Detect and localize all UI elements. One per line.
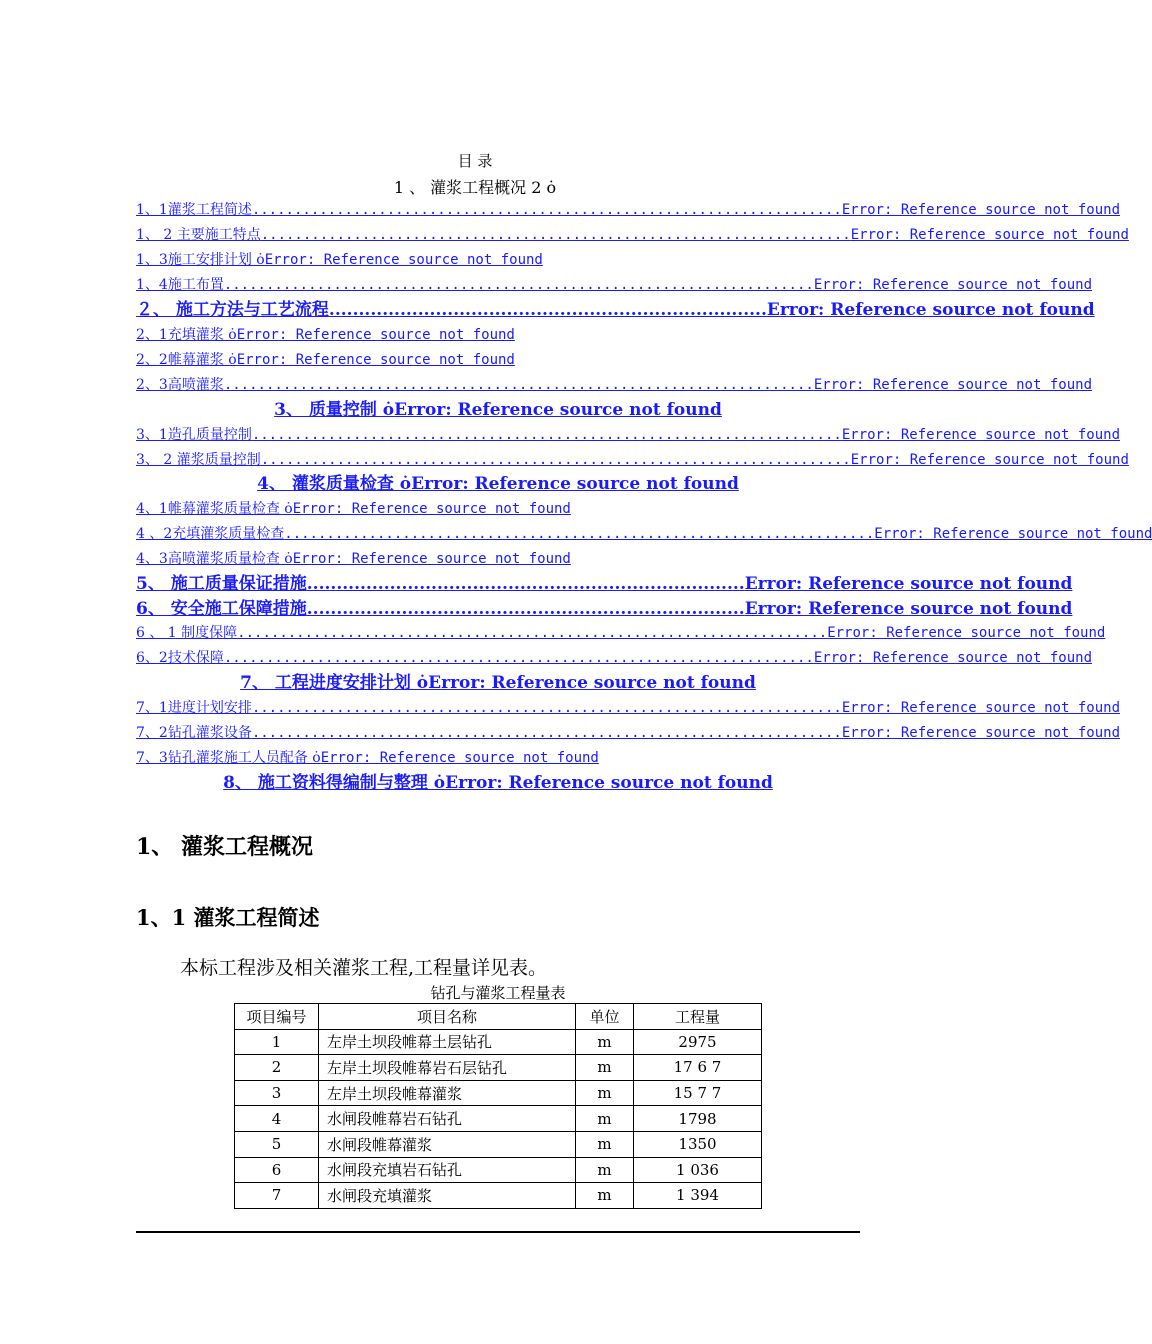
table-header-row: [235, 1004, 762, 1030]
table-cell: m: [576, 1157, 634, 1183]
table-cell: 水闸段帷幕岩石钻孔: [319, 1106, 576, 1132]
table-cell: 水闸段充填岩石钻孔: [319, 1157, 576, 1183]
toc-item-1-1[interactable]: 1、1灌浆工程简述 ...................................................................... Error: Reference source not found: [136, 202, 1120, 218]
table-cell: 1798: [634, 1106, 762, 1132]
table-cell: m: [576, 1183, 634, 1209]
table-cell: 2975: [634, 1029, 762, 1055]
column-header: 工程量: [634, 1004, 762, 1030]
section-heading: 1、 灌浆工程概况: [136, 834, 313, 860]
table-cell: 5: [235, 1131, 319, 1157]
table-cell: 1350: [634, 1131, 762, 1157]
table-cell: 1: [235, 1029, 319, 1055]
toc-item-7-3[interactable]: 7、3钻孔灌浆施工人员配备 ȯError: Reference source not found: [136, 750, 599, 766]
toc-item-4-3[interactable]: 4、3高喷灌浆质量检查 ȯError: Reference source not found: [136, 551, 571, 567]
toc-item-4[interactable]: 4、 灌浆质量检查 ȯError: Reference source not found: [257, 474, 739, 494]
table-cell: 水闸段充填灌浆: [319, 1183, 576, 1209]
table-row: [235, 1106, 762, 1132]
table-row: [235, 1157, 762, 1183]
toc-heading: 目 录: [457, 152, 493, 170]
table-cell: m: [576, 1080, 634, 1106]
toc-item-3-2[interactable]: 3、 2 灌浆质量控制 ...................................................................... Error: Reference source not found: [136, 452, 1129, 468]
toc-item-5[interactable]: 5、 施工质量保证措施 .......................................................................... Error: Reference source not found: [136, 574, 1073, 594]
column-header: 项目编号: [235, 1004, 319, 1030]
table-row: [235, 1055, 762, 1081]
toc-item-4-1[interactable]: 4、1帷幕灌浆质量检查 ȯError: Reference source not found: [136, 501, 571, 517]
table-cell: m: [576, 1131, 634, 1157]
toc-item-4-2[interactable]: 4 、2充填灌浆质量检查 ...................................................................... Error: Reference source not found: [136, 526, 1152, 542]
table-caption: 钻孔与灌浆工程量表: [430, 984, 566, 1002]
table-cell: 1 036: [634, 1157, 762, 1183]
table-cell: m: [576, 1029, 634, 1055]
toc-item-1-3[interactable]: 1、3施工安排计划 ȯError: Reference source not found: [136, 252, 543, 268]
table-cell: m: [576, 1055, 634, 1081]
toc-item-7[interactable]: 7、 工程进度安排计划 ȯError: Reference source not found: [240, 673, 756, 693]
toc-item-2[interactable]: ２、 施工方法与工艺流程 .......................................................................... Error: Reference source not found: [136, 300, 1095, 320]
table-cell: 6: [235, 1157, 319, 1183]
column-header: 项目名称: [319, 1004, 576, 1030]
toc-item-8[interactable]: 8、 施工资料得编制与整理 ȯError: Reference source not found: [223, 773, 773, 793]
table-cell: 7: [235, 1183, 319, 1209]
quantity-table: [234, 1003, 762, 1209]
toc-item-3[interactable]: 3、 质量控制 ȯError: Reference source not found: [274, 400, 722, 420]
table-row: [235, 1131, 762, 1157]
table-cell: m: [576, 1106, 634, 1132]
toc-item-1-4[interactable]: 1、4施工布置 ...................................................................... Error: Reference source not found: [136, 277, 1092, 293]
toc-item-1-2[interactable]: 1、 2 主要施工特点 ...................................................................... Error: Reference source not found: [136, 227, 1129, 243]
table-cell: 15 7 7: [634, 1080, 762, 1106]
toc-item-6[interactable]: 6、 安全施工保障措施 .......................................................................... Error: Reference source not found: [136, 599, 1073, 619]
body-paragraph: 本标工程涉及相关灌浆工程,工程量详见表。: [180, 957, 548, 979]
table-row: [235, 1183, 762, 1209]
toc-item-2-2[interactable]: 2、2帷幕灌浆 ȯError: Reference source not found: [136, 352, 515, 368]
table-cell: 左岸土坝段帷幕土层钻孔: [319, 1029, 576, 1055]
table-cell: 3: [235, 1080, 319, 1106]
toc-item-3-1[interactable]: 3、1造孔质量控制 ...................................................................... Error: Reference source not found: [136, 427, 1120, 443]
table-cell: 左岸土坝段帷幕灌浆: [319, 1080, 576, 1106]
toc-item-7-1[interactable]: 7、1进度计划安排 ...................................................................... Error: Reference source not found: [136, 700, 1120, 716]
toc-item-2-1[interactable]: 2、1充填灌浆 ȯError: Reference source not found: [136, 327, 515, 343]
table-cell: 左岸土坝段帷幕岩石层钻孔: [319, 1055, 576, 1081]
table-cell: 4: [235, 1106, 319, 1132]
toc-item-6-1[interactable]: 6 、 1 制度保障 ...................................................................... Error: Reference source not found: [136, 625, 1106, 641]
toc-item-7-2[interactable]: 7、2钻孔灌浆设备 ...................................................................... Error: Reference source not found: [136, 725, 1120, 741]
table-row: [235, 1080, 762, 1106]
table-row: [235, 1029, 762, 1055]
toc-item-6-2[interactable]: 6、2技术保障 ...................................................................... Error: Reference source not found: [136, 650, 1092, 666]
toc-first-line: 1 、 灌浆工程概况 2 ȯ: [393, 178, 557, 197]
table-cell: 2: [235, 1055, 319, 1081]
table-cell: 17 6 7: [634, 1055, 762, 1081]
table-cell: 1 394: [634, 1183, 762, 1209]
subsection-heading: 1、1 灌浆工程简述: [136, 905, 320, 930]
toc-item-2-3[interactable]: 2、3高喷灌浆 ...................................................................... Error: Reference source not found: [136, 377, 1092, 393]
footer-rule: [136, 1231, 860, 1233]
column-header: 单位: [576, 1004, 634, 1030]
table-cell: 水闸段帷幕灌浆: [319, 1131, 576, 1157]
